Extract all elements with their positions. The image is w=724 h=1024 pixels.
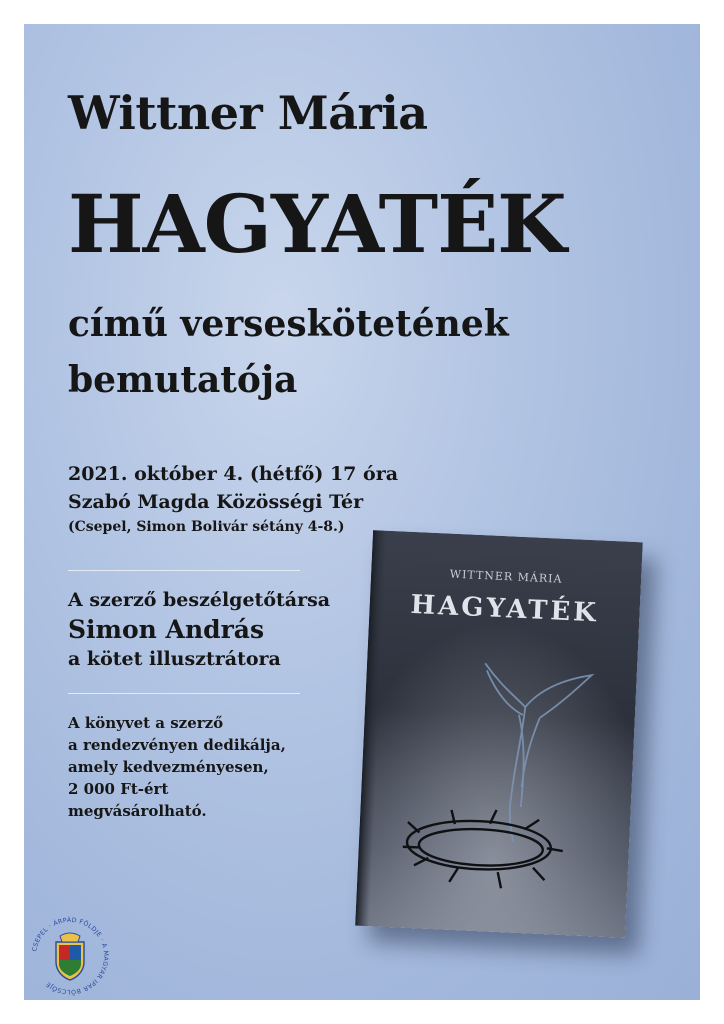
logo-ring-text: CSEPEL · ÁRPÁD FÖLDJE · A MAGYAR IPAR BÖLCSŐJE	[31, 916, 110, 996]
book-cover-author: WITTNER MÁRIA	[449, 567, 563, 586]
event-venue: Szabó Magda Közösségi Tér	[68, 491, 364, 513]
poster	[24, 24, 700, 1000]
subtitle-line-2: bemutatója	[68, 359, 298, 401]
csepel-logo	[26, 912, 114, 1000]
guest-name: Simon András	[68, 615, 265, 644]
note-line: amely kedvezményesen,	[68, 758, 269, 776]
event-date: 2021. október 4. (hétfő) 17 óra	[68, 463, 399, 485]
note-line: A könyvet a szerző	[68, 714, 224, 732]
note-line: a rendezvényen dedikálja,	[68, 736, 286, 754]
subtitle-line-1: című verseskötetének	[68, 303, 509, 345]
book-cover-title: HAGYATÉK	[409, 589, 600, 629]
book-title-heading: HAGYATÉK	[68, 177, 566, 271]
event-details	[68, 460, 398, 538]
guest-info	[68, 586, 330, 672]
signing-note	[68, 712, 286, 822]
note-line: megvásárolható.	[68, 802, 207, 820]
guest-role: a kötet illusztrátora	[68, 648, 281, 670]
subtitle	[68, 296, 509, 408]
guest-intro: A szerző beszélgetőtársa	[68, 589, 331, 611]
book-cover-image	[355, 530, 643, 938]
author-name: Wittner Mária	[68, 86, 428, 140]
divider	[68, 570, 300, 571]
event-address: (Csepel, Simon Bolivár sétány 4-8.)	[68, 519, 345, 535]
divider	[68, 693, 300, 694]
coat-of-arms-icon	[26, 912, 114, 1000]
note-line: 2 000 Ft-ért	[68, 780, 169, 798]
